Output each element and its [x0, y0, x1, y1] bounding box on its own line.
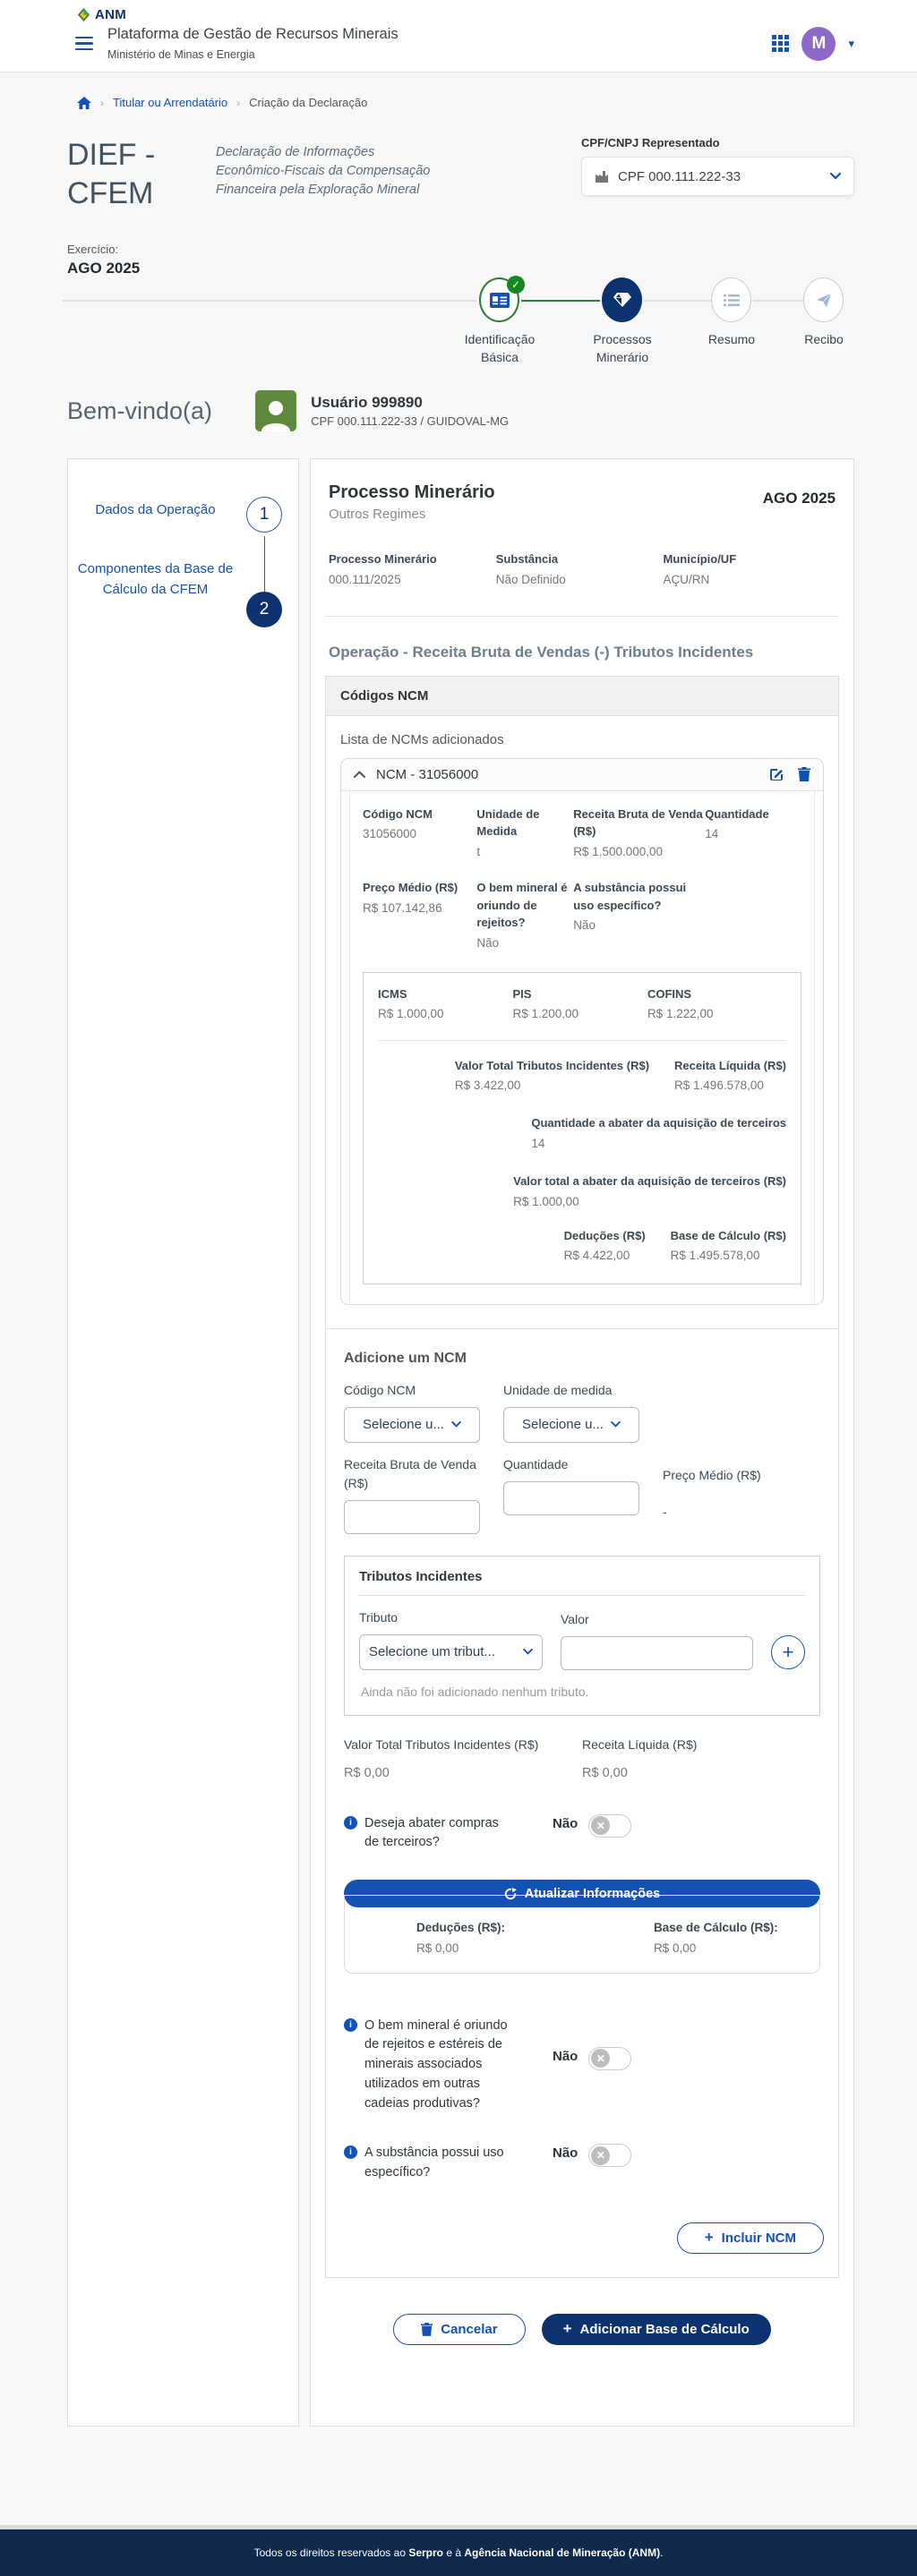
anm-logo	[77, 7, 854, 22]
tributo-field	[359, 1608, 543, 1670]
stepper-line	[63, 300, 476, 302]
deducoes-box	[344, 1895, 820, 1974]
unidade-medida-label: Unidade de medida	[503, 1382, 613, 1397]
valor-input[interactable]	[561, 1636, 753, 1670]
adicionar-base-calculo-button[interactable]	[542, 2314, 771, 2345]
toggle-question: O bem mineral é oriundo de rejeitos e estéreis de minerais associados utilizados em outras cadeias produtivas?	[364, 2017, 508, 2111]
tributos-incidentes-title: Tributos Incidentes	[359, 1569, 805, 1596]
breadcrumb-titular-link[interactable]: Titular ou Arrendatário	[113, 96, 228, 109]
total-label: Valor Total Tributos Incidentes (R$)	[454, 1058, 650, 1072]
exercicio-block	[67, 243, 854, 277]
ncm-field	[476, 806, 573, 861]
step-resumo[interactable]	[711, 277, 751, 322]
toggle-state-label: Não	[553, 2145, 578, 2162]
plus-icon: +	[562, 2320, 572, 2338]
quantidade-label: Quantidade	[503, 1456, 569, 1471]
field-label: A substância possui uso específico?	[573, 881, 687, 912]
deducoes-result	[345, 1919, 582, 1958]
stepper-line	[753, 300, 803, 302]
codigo-ncm-field	[344, 1381, 480, 1443]
step-label-resumo: Resumo	[707, 332, 756, 346]
receita-bruta-input[interactable]	[344, 1500, 480, 1534]
info-label: Substância	[495, 552, 559, 566]
exercicio-label: Exercício:	[67, 243, 119, 256]
button-label: Atualizar Informações	[524, 1886, 661, 1901]
base-calculo	[671, 1227, 786, 1266]
info-processo	[329, 550, 496, 589]
gem-icon	[613, 293, 631, 307]
stepper-line-done	[521, 300, 600, 302]
footer-text: Todos os direitos reservados ao Serpro e à Agência Nacional de Mineração (ANM).	[253, 2546, 664, 2559]
codigo-ncm-select[interactable]	[344, 1407, 480, 1443]
abater-value: 14	[531, 1136, 545, 1150]
step-number-badge: 1	[246, 497, 282, 533]
ncm-field	[573, 806, 705, 861]
user-avatar[interactable]: M	[801, 27, 836, 61]
operacao-section-title: Operação - Receita Bruta de Vendas (-) Tributos Incidentes	[329, 643, 754, 661]
welcome-user-name: Usuário 999890	[311, 394, 423, 411]
field-label: Quantidade	[705, 806, 769, 821]
toggle-switch[interactable]	[588, 1814, 631, 1838]
total-value: R$ 3.422,00	[454, 1079, 521, 1092]
footer-anm: Agência Nacional de Mineração (ANM)	[464, 2546, 661, 2559]
valor-label: Valor	[561, 1611, 589, 1626]
tributos-empty-message: Ainda não foi adicionado nenhum tributo.	[361, 1684, 589, 1699]
abater-valor	[513, 1173, 786, 1211]
anm-diamond-icon	[77, 8, 90, 21]
form-receita-liquida	[582, 1737, 820, 1780]
quantidade-input[interactable]	[503, 1481, 639, 1515]
footer	[0, 2525, 917, 2576]
receita-bruta-label: Receita Bruta de Venda (R$)	[344, 1456, 476, 1490]
tributo-value: R$ 1.200,00	[512, 1007, 579, 1021]
chevron-up-icon	[354, 771, 365, 778]
wizard-stepper	[63, 277, 854, 383]
apps-grid-icon[interactable]	[772, 35, 789, 52]
home-icon[interactable]	[77, 97, 91, 109]
field-value: 31056000	[363, 827, 417, 841]
tributo-item	[378, 985, 512, 1024]
field-label: Preço Médio (R$)	[363, 881, 458, 894]
deducoes	[564, 1227, 646, 1266]
plus-icon: +	[704, 2229, 714, 2247]
menu-icon[interactable]	[75, 37, 93, 51]
building-icon	[595, 170, 609, 183]
breadcrumb-separator: ›	[236, 96, 241, 109]
welcome-user-detail: CPF 000.111.222-33 / GUIDOVAL-MG	[311, 414, 510, 428]
stepper-line	[644, 300, 711, 302]
total-label: Receita Líquida (R$)	[674, 1058, 786, 1072]
info-value: AÇU/RN	[663, 572, 710, 586]
ncm-accordion-item	[340, 758, 824, 1305]
divider	[378, 1040, 786, 1041]
check-icon: ✓	[507, 276, 525, 294]
sidebar-steps-card	[67, 458, 299, 2427]
preco-medio-value: -	[663, 1504, 667, 1519]
toggle-question: Deseja abater compras de terceiros?	[364, 1815, 499, 1850]
info-icon: i	[344, 2018, 357, 2032]
welcome-block	[67, 390, 854, 431]
tributo-label: Tributo	[359, 1609, 399, 1625]
deducoes-value: R$ 0,00	[416, 1941, 459, 1956]
footer-serpro: Serpro	[408, 2546, 444, 2559]
ncm-accordion-header[interactable]	[341, 759, 823, 791]
field-value: R$ 1.500.000,00	[573, 844, 664, 858]
ncm-field	[476, 879, 573, 952]
user-photo-avatar	[255, 390, 296, 431]
title-section	[67, 136, 854, 212]
tributo-select[interactable]	[359, 1634, 543, 1670]
select-value: Selecione um tribut...	[369, 1644, 495, 1659]
add-tributo-button[interactable]: +	[771, 1635, 805, 1669]
total-label: Valor Total Tributos Incidentes (R$)	[344, 1736, 539, 1752]
processo-minerario-card	[310, 458, 854, 2427]
field-value: R$ 107.142,86	[363, 900, 442, 915]
processo-info-row	[329, 550, 836, 589]
sidebar-step-dados-operacao[interactable]	[77, 497, 282, 533]
app-title: Plataforma de Gestão de Recursos Minerais	[107, 26, 399, 42]
trash-icon	[421, 2323, 433, 2336]
info-icon: i	[344, 2145, 357, 2159]
chevron-down-icon	[523, 1649, 533, 1655]
toggle-bem-mineral	[344, 2017, 820, 2114]
info-label: Processo Minerário	[329, 552, 437, 566]
chevron-down-icon	[830, 173, 841, 180]
total-value: R$ 0,00	[582, 1765, 628, 1780]
cpf-cnpj-select[interactable]	[581, 157, 854, 196]
tributo-label: ICMS	[378, 986, 407, 1001]
step-identificacao-basica[interactable]	[479, 277, 519, 322]
deducoes-label: Deduções (R$)	[563, 1228, 646, 1242]
base-calculo-label: Base de Cálculo (R$):	[654, 1921, 778, 1934]
ncm-field	[573, 879, 705, 952]
toggle-abater-compras	[344, 1814, 820, 1854]
total-label: Receita Líquida (R$)	[582, 1736, 698, 1752]
toggle-switch[interactable]	[588, 2047, 631, 2070]
breadcrumb	[77, 96, 854, 109]
welcome-greeting: Bem-vindo(a)	[67, 397, 213, 424]
select-value: Selecione u...	[363, 1417, 444, 1432]
ncm-field	[363, 879, 476, 952]
exercicio-value: AGO 2025	[67, 260, 141, 277]
adicione-ncm-title: Adicione um NCM	[344, 1350, 467, 1366]
preco-medio-field	[663, 1455, 779, 1534]
codigo-ncm-label: Código NCM	[344, 1382, 416, 1397]
toggle-switch[interactable]	[588, 2144, 631, 2167]
sidebar-step-label: Componentes da Base de Cálculo da CFEM	[77, 561, 234, 597]
valor-field	[561, 1610, 753, 1670]
top-bar	[0, 0, 917, 73]
field-value: t	[476, 844, 481, 858]
toggle-uso-especifico	[344, 2144, 820, 2183]
field-value: Não	[476, 935, 500, 950]
step-label-recibo: Recibo	[804, 332, 844, 346]
list-icon	[724, 294, 740, 307]
toggle-knob-x-icon: ✕	[591, 2146, 610, 2165]
app-subtitle: Ministério de Minas e Energia	[107, 48, 255, 61]
info-icon: i	[344, 1816, 357, 1830]
toggle-question: A substância possui uso específico?	[364, 2145, 504, 2179]
cpf-cnpj-label: CPF/CNPJ Representado	[581, 136, 720, 149]
total-tributos	[455, 1057, 649, 1096]
deducoes-label: Deduções (R$):	[416, 1921, 506, 1934]
info-label: Município/UF	[663, 552, 737, 566]
tributos-incidentes-box	[344, 1556, 820, 1716]
step-label-processos: Processos Minerário	[593, 332, 652, 364]
paper-plane-icon	[816, 293, 832, 308]
ncm-field	[363, 806, 476, 861]
tributo-item	[647, 985, 786, 1024]
field-label: O bem mineral é oriundo de rejeitos?	[476, 881, 568, 929]
info-value: 000.111/2025	[329, 572, 401, 586]
total-value: R$ 1.496.578,00	[674, 1079, 764, 1092]
toggle-knob-x-icon: ✕	[591, 1816, 610, 1835]
unidade-medida-field	[503, 1381, 639, 1443]
ncm-item-title: NCM - 31056000	[376, 766, 479, 782]
sidebar-step-label: Dados da Operação	[95, 502, 216, 517]
field-label: Unidade de Medida	[476, 806, 540, 839]
button-label: Cancelar	[441, 2321, 498, 2337]
preco-medio-label: Preço Médio (R$)	[663, 1467, 761, 1482]
chevron-down-icon	[451, 1421, 461, 1428]
info-value: Não Definido	[495, 572, 566, 586]
processo-period: AGO 2025	[762, 490, 836, 507]
deducoes-value: R$ 4.422,00	[563, 1249, 630, 1263]
base-calculo-result	[582, 1919, 819, 1958]
base-calculo-label: Base de Cálculo (R$)	[670, 1228, 786, 1242]
abater-value: R$ 1.000,00	[513, 1194, 579, 1208]
field-label: Receita Bruta de Venda (R$)	[573, 806, 703, 839]
step-processos-minerario[interactable]	[602, 277, 642, 322]
chevron-down-icon[interactable]: ▾	[848, 36, 854, 50]
cancelar-button[interactable]	[393, 2314, 525, 2345]
tributo-label: PIS	[512, 986, 532, 1001]
edit-icon[interactable]	[769, 767, 784, 781]
breadcrumb-current: Criação da Declaração	[249, 96, 368, 109]
field-value: 14	[705, 827, 719, 841]
field-value: Não	[573, 918, 596, 932]
processo-title: Processo Minerário	[329, 482, 495, 502]
receita-bruta-field	[344, 1455, 480, 1534]
form-totals-row	[344, 1737, 820, 1780]
anm-logo-text: ANM	[95, 7, 127, 22]
abater-label: Valor total a abater da aquisição de terceiros (R$)	[513, 1174, 786, 1188]
toggle-state-label: Não	[553, 1815, 578, 1831]
step-label-identificacao: Identificação Básica	[464, 332, 536, 364]
quantidade-field	[503, 1455, 639, 1534]
codigos-ncm-header: Códigos NCM	[326, 677, 838, 716]
incluir-ncm-button[interactable]	[677, 2222, 824, 2254]
step-number-badge: 2	[246, 592, 282, 627]
divider	[325, 616, 839, 617]
trash-icon[interactable]	[798, 767, 810, 781]
toggle-knob-x-icon: ✕	[591, 2049, 610, 2068]
page-subtitle: Declaração de Informações Econômico-Fiscais da Compensação Financeira pela Exploração Mineral	[216, 145, 431, 198]
abater-quantidade	[531, 1114, 786, 1153]
base-calculo-value: R$ 0,00	[654, 1941, 697, 1956]
ncm-field	[705, 806, 801, 861]
toggle-state-label: Não	[553, 2048, 578, 2064]
receita-liquida	[674, 1057, 786, 1096]
ncm-accordion-body	[349, 791, 815, 1304]
tributo-item	[512, 985, 647, 1024]
cpf-cnpj-value: CPF 000.111.222-33	[618, 168, 741, 184]
sidebar-step-componentes-base[interactable]	[77, 556, 282, 627]
abater-label: Quantidade a abater da aquisição de terceiros	[531, 1116, 786, 1130]
field-label: Código NCM	[363, 806, 433, 821]
info-substancia	[496, 550, 664, 589]
select-value: Selecione u...	[522, 1417, 604, 1432]
refresh-icon	[504, 1888, 517, 1900]
info-municipio	[664, 550, 831, 589]
form-total-tributos	[344, 1737, 582, 1780]
ncm-list-title: Lista de NCMs adicionados	[340, 731, 504, 747]
base-calculo-value: R$ 1.495.578,00	[670, 1249, 760, 1263]
tributo-value: R$ 1.000,00	[378, 1007, 444, 1021]
button-label: Adicionar Base de Cálculo	[579, 2321, 750, 2337]
processo-regime: Outros Regimes	[329, 507, 426, 522]
step-recibo[interactable]	[803, 277, 844, 322]
codigos-ncm-panel	[325, 676, 839, 2278]
unidade-medida-select[interactable]	[503, 1407, 639, 1443]
total-value: R$ 0,00	[344, 1765, 390, 1780]
page-title: DIEF - CFEM	[67, 138, 156, 210]
tributo-label: COFINS	[647, 986, 692, 1001]
chevron-down-icon	[611, 1421, 621, 1428]
breadcrumb-separator: ›	[100, 96, 104, 109]
button-label: Incluir NCM	[721, 2230, 796, 2246]
id-card-icon	[490, 293, 510, 308]
tributo-value: R$ 1.222,00	[647, 1007, 714, 1021]
divider	[326, 1328, 838, 1329]
tributos-summary-box	[363, 972, 801, 1284]
